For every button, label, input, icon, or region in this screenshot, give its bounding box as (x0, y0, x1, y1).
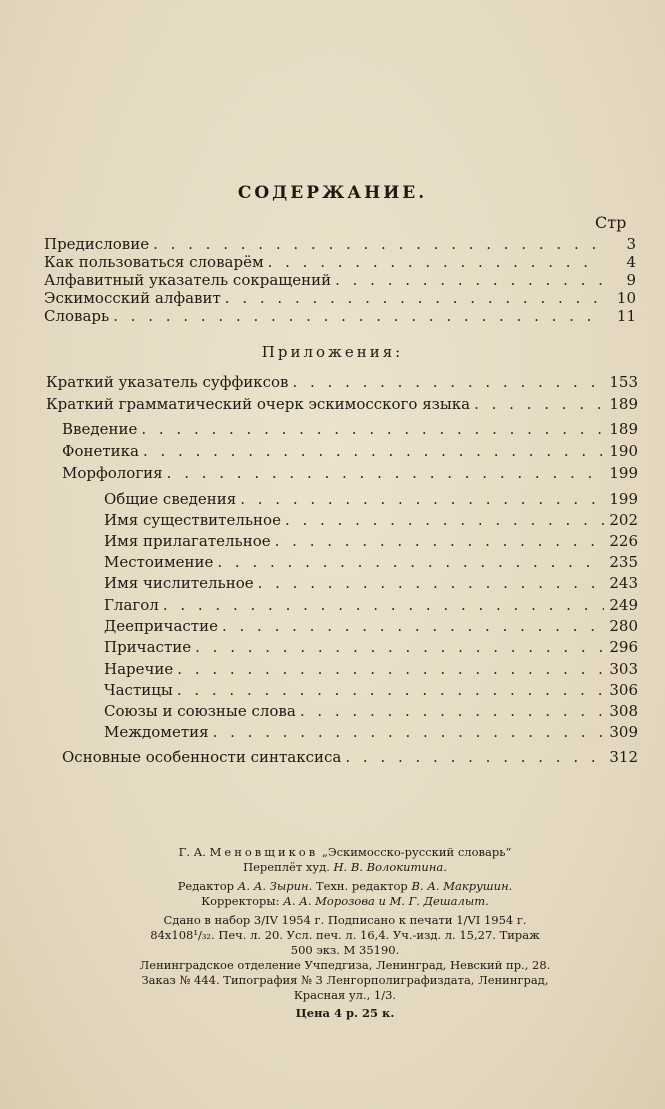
appendix-entry (104, 596, 638, 616)
imprint-author-name: Меновщиков (209, 845, 319, 859)
toc-entry-page: 4 (626, 253, 636, 271)
imprint-author-prefix: Г. А. (178, 845, 206, 859)
appendix-entry-label: Краткий грамматический очерк эскимосского языка (46, 395, 471, 413)
appendix-entry-page: 303 (609, 660, 638, 678)
appendix-entry-page: 189 (609, 420, 638, 438)
appendix-entry-label: Междометия (104, 723, 209, 741)
imprint-proofreaders-line (100, 894, 590, 909)
leader-dots (222, 617, 604, 635)
appendix-entry (104, 617, 638, 637)
appendix-entry-label: Морфология (62, 464, 163, 482)
imprint-binding-line (100, 860, 590, 875)
appendix-entry (104, 702, 638, 722)
appendix-entry-label: Имя числительное (104, 574, 254, 592)
page-column-header: Стр (595, 213, 627, 232)
appendix-entry-label: Союзы и союзные слова (104, 702, 296, 720)
imprint-editor-prefix: Редактор (177, 879, 235, 893)
imprint-author-line (100, 845, 590, 860)
toc-entry-label: Предисловие (44, 235, 150, 253)
leader-dots (143, 442, 604, 460)
page-title: СОДЕРЖАНИЕ. (237, 183, 428, 203)
imprint-address-line: Красная ул., 1/3. (293, 988, 397, 1002)
toc-entry-page: 3 (626, 235, 636, 253)
leader-dots (195, 638, 604, 656)
appendix-entry-label: Частицы (104, 681, 173, 699)
toc-entry-label: Словарь (44, 307, 110, 325)
leader-dots (474, 395, 604, 413)
imprint-print-line: Сдано в набор 3/IV 1954 г. Подписано к печати 1/VI 1954 г. (163, 913, 527, 927)
toc-entry-label: Как пользоваться словарём (44, 253, 264, 271)
leader-dots (177, 681, 604, 699)
leader-dots (217, 553, 604, 571)
appendix-entry (46, 395, 638, 415)
toc-entry-label: Алфавитный указатель сокращений (44, 271, 332, 289)
appendix-entry (46, 373, 638, 393)
appendix-entry (104, 511, 638, 531)
imprint-editor: А. А. Зырин. (237, 879, 313, 893)
toc-entry (44, 271, 636, 291)
imprint-publisher-line: Ленинградское отделение Учпедгиза, Ленинград, Невский пр., 28. (139, 958, 551, 972)
imprint-binding-artist: Н. В. Волокитина. (333, 860, 447, 874)
appendix-entry-label: Деепричастие (104, 617, 218, 635)
leader-dots (113, 307, 602, 325)
leader-dots (240, 490, 604, 508)
imprint-tech-editor-prefix: Техн. редактор (315, 879, 408, 893)
appendix-entry (104, 638, 638, 658)
leader-dots (141, 420, 604, 438)
imprint-print-line: 84х108¹/₃₂. Печ. л. 20. Усл. печ. л. 16,4. Уч.-изд. л. 15,27. Тираж (150, 928, 540, 942)
leader-dots (335, 271, 602, 289)
appendix-entry-label: Наречие (104, 660, 174, 678)
leader-dots (153, 235, 602, 253)
appendix-entry (104, 553, 638, 573)
imprint-price: Цена 4 р. 25 к. (295, 1006, 395, 1020)
appendix-entry (62, 464, 638, 484)
imprint-book-title: „Эскимосско-русский словарь“ (321, 845, 512, 859)
toc-entry (44, 289, 636, 309)
leader-dots (268, 253, 602, 271)
imprint-print-line: 500 экз. М 35190. (290, 943, 400, 957)
appendix-entry-page: 190 (609, 442, 638, 460)
imprint-editor-line (100, 879, 590, 894)
leader-dots (275, 532, 604, 550)
appendix-entry-page: 235 (609, 553, 638, 571)
appendix-entry-page: 199 (609, 490, 638, 508)
leader-dots (213, 723, 604, 741)
leader-dots (167, 464, 604, 482)
toc-entry (44, 307, 636, 327)
imprint-block (100, 845, 590, 1021)
imprint-proofreaders: А. А. Морозова и М. Г. Дешалыт. (283, 894, 489, 908)
appendix-entry-page: 306 (609, 681, 638, 699)
appendix-entry-page: 153 (609, 373, 638, 391)
appendix-entry (104, 490, 638, 510)
appendix-heading: Приложения: (261, 343, 404, 361)
appendix-entry-page: 309 (609, 723, 638, 741)
imprint-order-line: Заказ № 444. Типография № 3 Ленгорполиграфиздата, Ленинград, (141, 973, 549, 987)
appendix-entry-page: 249 (609, 596, 638, 614)
appendix-entry-page: 312 (609, 748, 638, 766)
appendix-entry-label: Фонетика (62, 442, 139, 460)
imprint-proofreaders-prefix: Корректоры: (201, 894, 280, 908)
toc-entry-label: Эскимосский алфавит (44, 289, 221, 307)
appendix-entry (104, 532, 638, 552)
appendix-entry-label: Имя прилагательное (104, 532, 271, 550)
imprint-binding-prefix: Переплёт худ. (243, 860, 330, 874)
appendix-entry (104, 681, 638, 701)
appendix-entry (104, 723, 638, 743)
appendix-entry-label: Имя существительное (104, 511, 281, 529)
imprint-tech-editor: В. А. Макрушин. (411, 879, 513, 893)
appendix-entry (62, 442, 638, 462)
appendix-entry (62, 748, 638, 768)
toc-entry (44, 253, 636, 273)
appendix-entry-page: 280 (609, 617, 638, 635)
leader-dots (258, 574, 604, 592)
appendix-entry-label: Основные особенности синтаксиса (62, 748, 342, 766)
appendix-entry-page: 243 (609, 574, 638, 592)
appendix-entry-label: Краткий указатель суффиксов (46, 373, 289, 391)
toc-entry (44, 235, 636, 255)
toc-entry-page: 11 (616, 307, 636, 325)
leader-dots (285, 511, 604, 529)
toc-entry-page: 9 (626, 271, 636, 289)
appendix-entry-label: Общие сведения (104, 490, 237, 508)
leader-dots (300, 702, 604, 720)
appendix-entry-page: 202 (609, 511, 638, 529)
appendix-entry-page: 296 (609, 638, 638, 656)
appendix-entry-label: Причастие (104, 638, 192, 656)
leader-dots (292, 373, 604, 391)
leader-dots (345, 748, 604, 766)
toc-entry-page: 10 (616, 289, 636, 307)
appendix-entry-label: Глагол (104, 596, 159, 614)
appendix-entry-label: Местоимение (104, 553, 214, 571)
leader-dots (177, 660, 604, 678)
appendix-entry-page: 308 (609, 702, 638, 720)
appendix-entry (62, 420, 638, 440)
leader-dots (163, 596, 604, 614)
appendix-entry-page: 199 (609, 464, 638, 482)
appendix-entry-label: Введение (62, 420, 138, 438)
appendix-entry-page: 189 (609, 395, 638, 413)
appendix-entry (104, 660, 638, 680)
appendix-entry-page: 226 (609, 532, 638, 550)
leader-dots (225, 289, 602, 307)
appendix-entry (104, 574, 638, 594)
